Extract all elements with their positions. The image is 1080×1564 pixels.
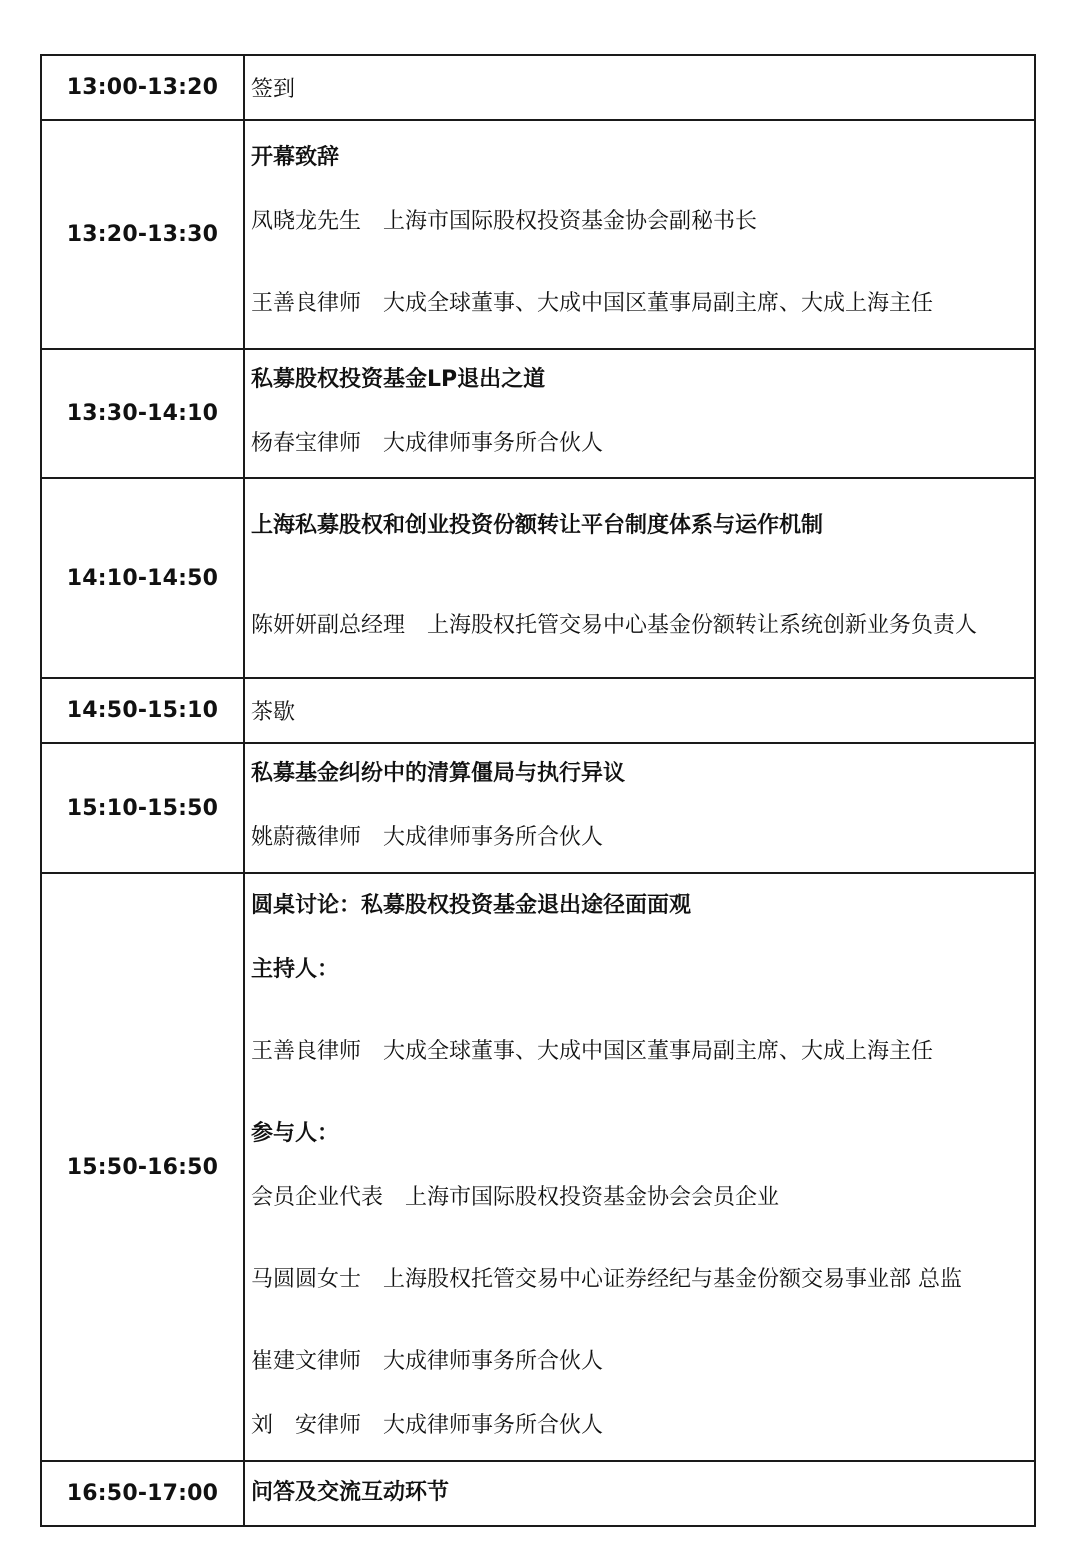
time-slot: 13:20-13:30 (41, 120, 244, 349)
speaker-line: 凤晓龙先生 上海市国际股权投资基金协会副秘书长 (251, 208, 758, 234)
agenda-row (41, 120, 1035, 349)
agenda-row (41, 55, 1035, 120)
moderator-label: 主持人： (251, 957, 340, 982)
agenda-row (41, 1461, 1035, 1526)
session-content (244, 478, 1035, 678)
speaker-line: 王善良律师 大成全球董事、大成中国区董事局副主席、大成上海主任 (251, 1039, 934, 1064)
speaker-line: 姚蔚薇律师 大成律师事务所合伙人 (251, 825, 604, 850)
session-text: 茶歇 (251, 699, 296, 725)
speaker-line: 会员企业代表 上海市国际股权投资基金协会会员企业 (251, 1185, 780, 1210)
speaker-line: 马圆圆女士 上海股权托管交易中心证券经纪与基金份额交易事业部 总监 (251, 1267, 962, 1292)
session-title: 私募股权投资基金LP退出之道 (251, 366, 546, 392)
time-slot: 15:10-15:50 (41, 743, 244, 873)
agenda-row (41, 743, 1035, 873)
session-title: 上海私募股权和创业投资份额转让平台制度体系与运作机制 (251, 513, 824, 538)
speaker-line: 崔建文律师 大成律师事务所合伙人 (251, 1349, 604, 1374)
agenda-row (41, 873, 1035, 1461)
session-title: 开幕致辞 (251, 144, 340, 170)
session-text: 签到 (251, 76, 296, 102)
session-content (244, 873, 1035, 1461)
time-slot: 15:50-16:50 (41, 873, 244, 1461)
time-slot: 16:50-17:00 (41, 1461, 244, 1526)
session-content (244, 1461, 1035, 1526)
time-slot: 14:50-15:10 (41, 678, 244, 743)
session-content (244, 55, 1035, 120)
session-content (244, 120, 1035, 349)
speaker-line: 王善良律师 大成全球董事、大成中国区董事局副主席、大成上海主任 (251, 290, 934, 316)
time-slot: 14:10-14:50 (41, 478, 244, 678)
agenda-row (41, 678, 1035, 743)
time-slot: 13:30-14:10 (41, 349, 244, 478)
speaker-line: 杨春宝律师 大成律师事务所合伙人 (251, 430, 604, 456)
session-content (244, 349, 1035, 478)
session-title: 私募基金纠纷中的清算僵局与执行异议 (251, 761, 626, 786)
speaker-line: 刘 安律师 大成律师事务所合伙人 (251, 1413, 604, 1438)
session-content (244, 678, 1035, 743)
speaker-line: 陈妍妍副总经理 上海股权托管交易中心基金份额转让系统创新业务负责人 (251, 613, 978, 638)
session-title: 问答及交流互动环节 (251, 1479, 450, 1505)
agenda-table (40, 54, 1036, 1527)
participants-label: 参与人： (251, 1121, 340, 1146)
session-title: 圆桌讨论：私募股权投资基金退出途径面面观 (251, 893, 692, 918)
agenda-row (41, 478, 1035, 678)
agenda-row (41, 349, 1035, 478)
time-slot: 13:00-13:20 (41, 55, 244, 120)
session-content (244, 743, 1035, 873)
